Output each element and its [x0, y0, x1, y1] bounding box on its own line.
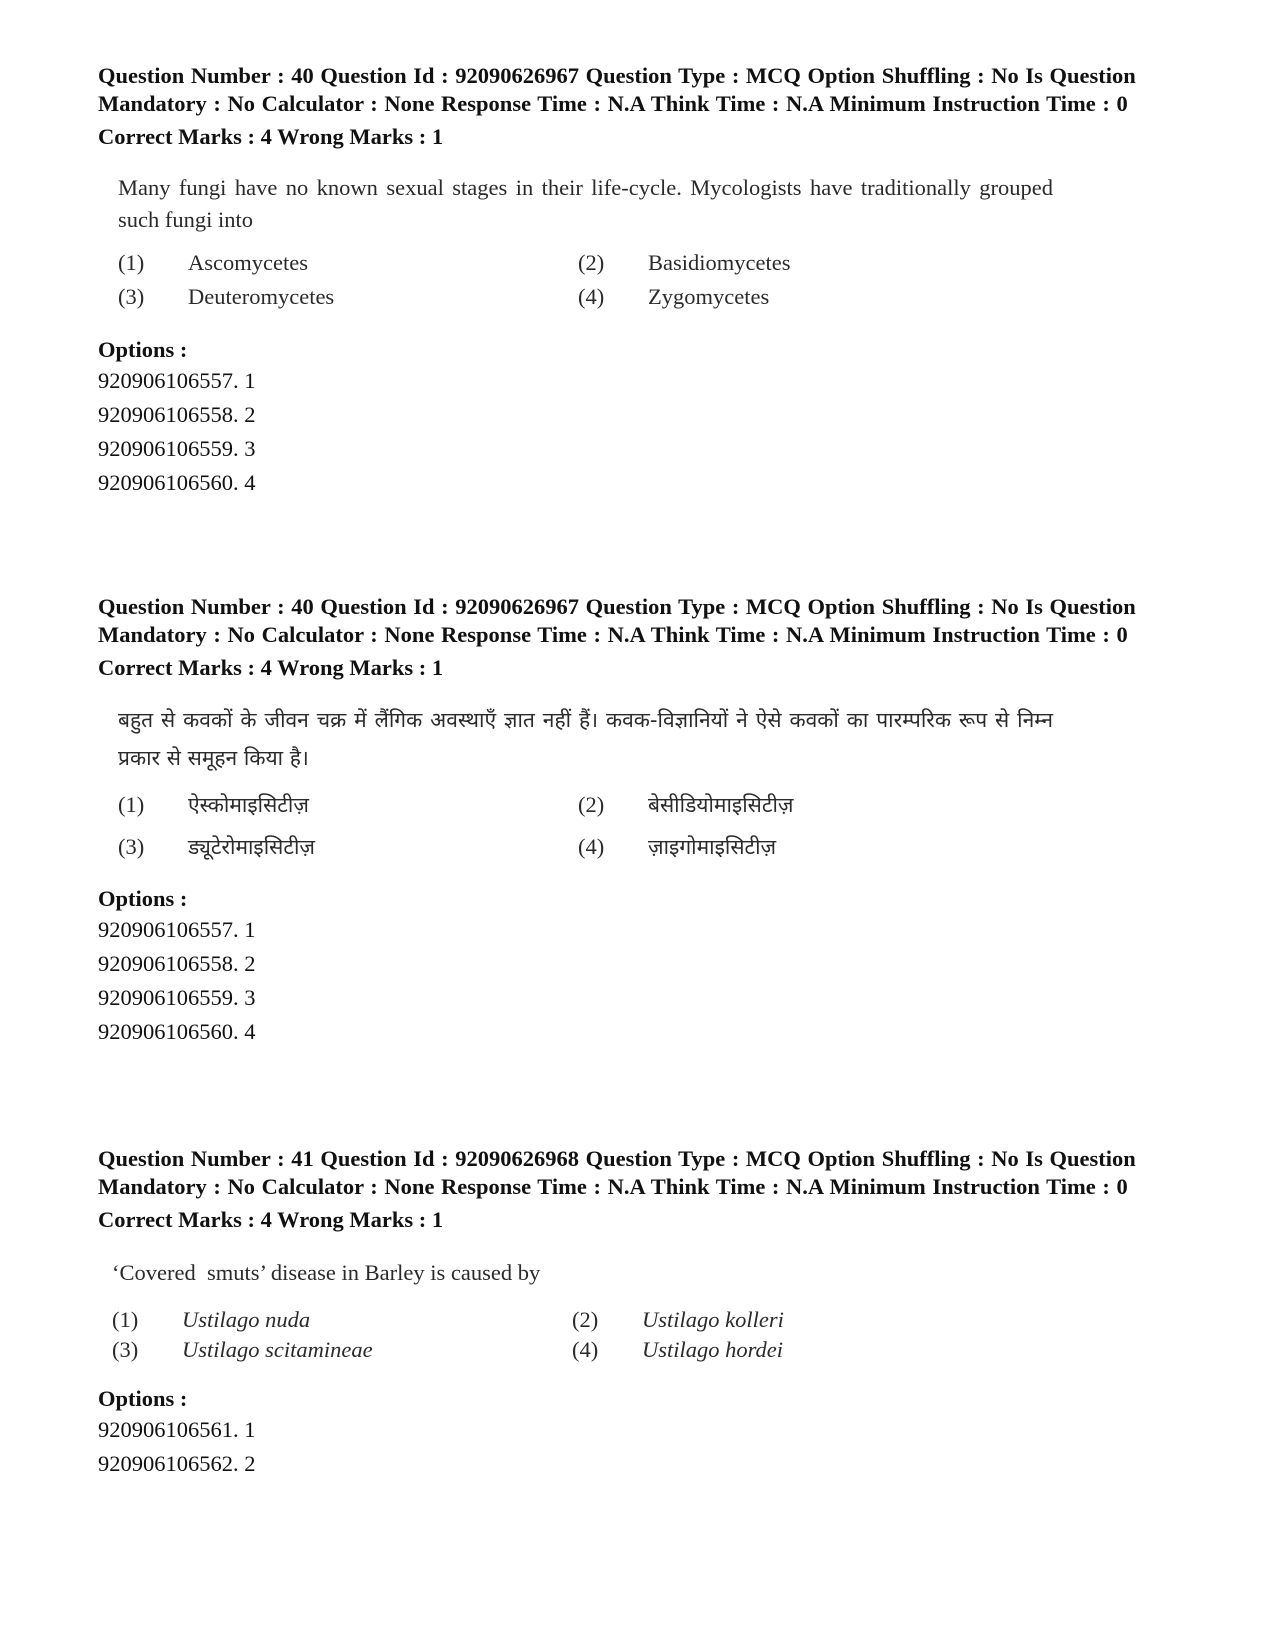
question-box	[112, 1257, 1178, 1363]
choice-text: Ustilago hordei	[642, 1337, 784, 1362]
choice-number: (1)	[112, 1307, 139, 1332]
options-label: Options :	[98, 886, 188, 911]
question-meta: Question Number : 40 Question Id : 92090626967 Question Type : MCQ Option Shuffling : No Is Question Mandatory : No Calculator : None Response Time : N.A Think Time : N.A Minimum Instruction Time : 0	[98, 63, 1136, 116]
question-block-2	[98, 593, 1178, 1049]
question-marks: Correct Marks : 4 Wrong Marks : 1	[98, 124, 444, 149]
question-meta: Question Number : 40 Question Id : 92090626967 Question Type : MCQ Option Shuffling : No Is Question Mandatory : No Calculator : None Response Time : N.A Think Time : N.A Minimum Instruction Time : 0	[98, 594, 1136, 647]
option-line: 920906106561. 1	[98, 1417, 256, 1442]
choice-number: (3)	[112, 1337, 139, 1362]
question-marks: Correct Marks : 4 Wrong Marks : 1	[98, 655, 444, 680]
answer-choices	[118, 250, 1178, 310]
choice-number: (2)	[578, 250, 605, 275]
choice-2	[578, 791, 1038, 819]
choice-text: ड्यूटेरोमाइसिटीज़	[188, 835, 315, 859]
question-meta: Question Number : 41 Question Id : 92090626968 Question Type : MCQ Option Shuffling : No Is Question Mandatory : No Calculator : None Response Time : N.A Think Time : N.A Minimum Instruction Time : 0	[98, 1146, 1136, 1199]
options-list	[98, 1385, 1178, 1481]
choice-1	[112, 1307, 572, 1333]
question-box	[118, 701, 1178, 861]
choice-1	[118, 250, 578, 276]
option-line: 920906106562. 2	[98, 1451, 256, 1476]
choice-number: (3)	[118, 284, 145, 309]
choice-number: (4)	[578, 284, 605, 309]
choice-text: ज़ाइगोमाइसिटीज़	[648, 835, 777, 859]
choice-2	[572, 1307, 1032, 1333]
choice-1	[118, 791, 578, 819]
choice-text: बेसीडियोमाइसिटीज़	[648, 793, 794, 817]
choice-text: Basidiomycetes	[648, 250, 791, 275]
choice-2	[578, 250, 1038, 276]
choice-number: (2)	[572, 1307, 599, 1332]
choice-3	[118, 284, 578, 310]
choice-number: (4)	[572, 1337, 599, 1362]
choice-number: (4)	[578, 834, 605, 859]
choice-number: (1)	[118, 792, 145, 817]
option-line: 920906106557. 1	[98, 368, 256, 393]
choice-3	[112, 1337, 572, 1363]
choice-text: Deuteromycetes	[188, 284, 335, 309]
choice-text: Ascomycetes	[188, 250, 308, 275]
question-box	[118, 172, 1178, 310]
choice-3	[118, 833, 578, 861]
options-label: Options :	[98, 1386, 188, 1411]
option-line: 920906106558. 2	[98, 402, 256, 427]
choice-text: Ustilago kolleri	[642, 1307, 784, 1332]
choice-text: ऐस्कोमाइसिटीज़	[188, 793, 309, 817]
question-text: Many fungi have no known sexual stages in their life-cycle. Mycologists have traditionally grouped such fungi into	[118, 175, 1053, 232]
question-text: बहुत से कवकों के जीवन चक्र में लैंगिक अवस्थाएँ ज्ञात नहीं हैं। कवक-विज्ञानियों ने ऐसे कवकों का पारम्परिक रूप से निम्न प्रकार से समूहन किया है।	[118, 708, 1053, 770]
choice-number: (2)	[578, 792, 605, 817]
option-line: 920906106558. 2	[98, 951, 256, 976]
choice-4	[578, 833, 1038, 861]
choice-number: (1)	[118, 250, 145, 275]
question-block-3	[98, 1145, 1178, 1481]
options-label: Options :	[98, 337, 188, 362]
question-marks: Correct Marks : 4 Wrong Marks : 1	[98, 1207, 444, 1232]
options-list	[98, 885, 1178, 1049]
options-list	[98, 336, 1178, 500]
option-line: 920906106560. 4	[98, 1019, 256, 1044]
choice-text: Ustilago nuda	[182, 1307, 311, 1332]
question-block-1	[98, 62, 1178, 500]
choice-4	[578, 284, 1038, 310]
option-line: 920906106560. 4	[98, 470, 256, 495]
option-line: 920906106559. 3	[98, 436, 256, 461]
answer-choices	[118, 791, 1178, 861]
option-line: 920906106559. 3	[98, 985, 256, 1010]
choice-text: Zygomycetes	[648, 284, 770, 309]
option-line: 920906106557. 1	[98, 917, 256, 942]
choice-4	[572, 1337, 1032, 1363]
choice-text: Ustilago scitamineae	[182, 1337, 373, 1362]
question-text: ‘Covered smuts’ disease in Barley is caused by	[112, 1260, 541, 1285]
choice-number: (3)	[118, 834, 145, 859]
answer-choices	[112, 1307, 1178, 1363]
